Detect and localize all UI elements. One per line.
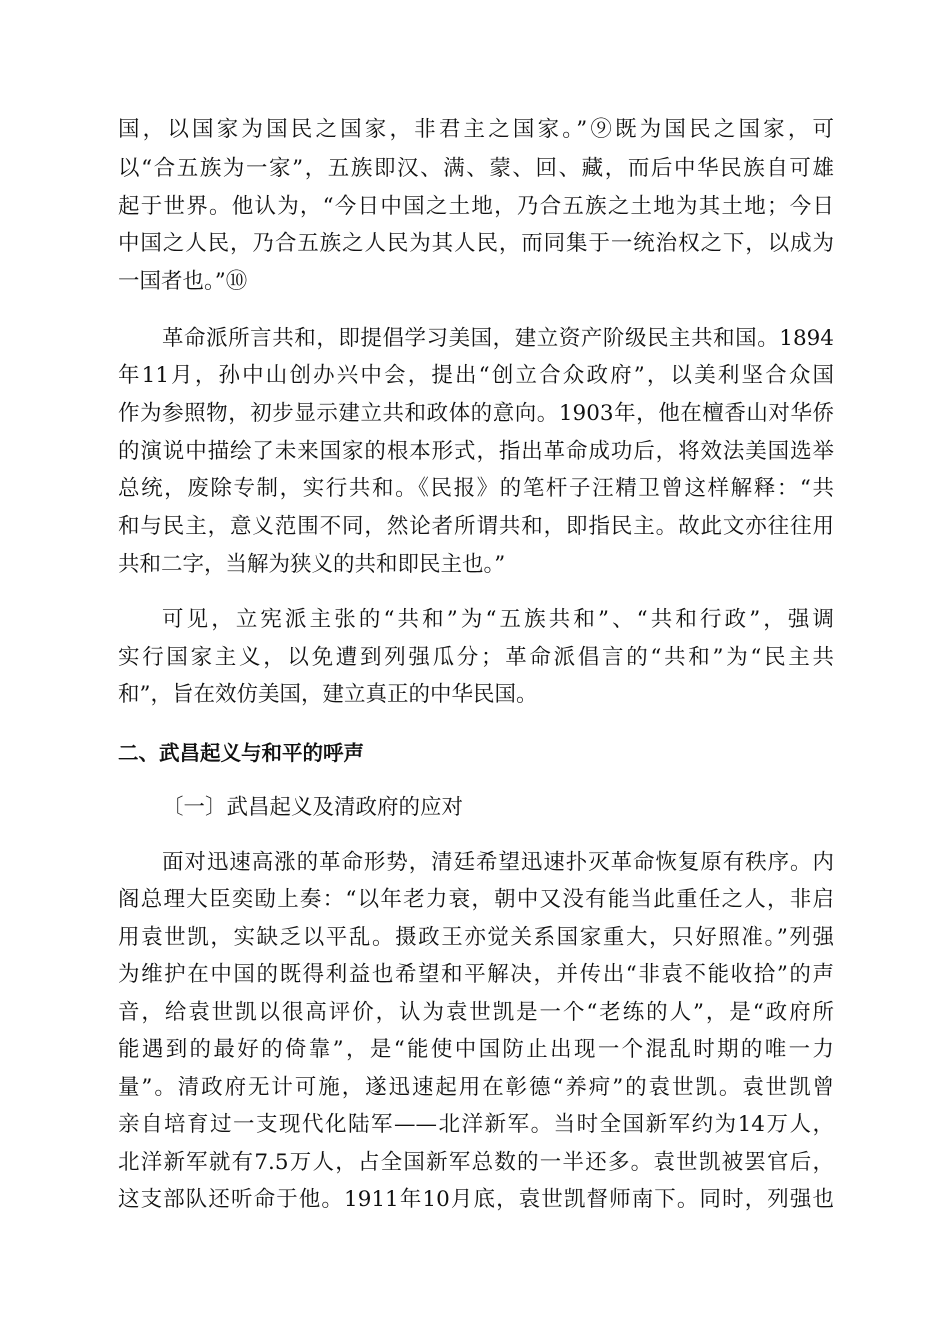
paragraph-2-line-6: 和与民主，意义范围不同，然论者所谓共和，即指民主。故此文亦往往用 (118, 514, 834, 539)
paragraph-2-line-2: 年11月，孙中山创办兴中会，提出“创立合众政府”，以美利坚合众国 (118, 363, 834, 388)
paragraph-4-line-7: 量”。清政府无计可施，遂迅速起用在彰德“养疴”的袁世凯。袁世凯曾 (118, 1075, 834, 1100)
paragraph-1-line-2: 以“合五族为一家”，五族即汉、满、蒙、回、藏，而后中华民族自可雄 (118, 156, 834, 181)
paragraph-4-line-9: 北洋新军就有7.5万人，占全国新军总数的一半还多。袁世凯被罢官后， (118, 1150, 834, 1175)
paragraph-3-line-1: 可见，立宪派主张的“共和”为“五族共和”、“共和行政”，强调 (162, 607, 834, 632)
paragraph-4-line-5: 音，给袁世凯以很高评价，认为袁世凯是一个“老练的人”，是“政府所 (118, 1000, 834, 1025)
paragraph-2-line-4: 的演说中描绘了未来国家的根本形式，指出革命成功后，将效法美国选举 (118, 439, 834, 464)
paragraph-3-line-3: 和”，旨在效仿美国，建立真正的中华民国。 (118, 682, 538, 707)
paragraph-3-line-2: 实行国家主义，以免遭到列强瓜分；革命派倡言的“共和”为“民主共 (118, 645, 834, 670)
paragraph-1-line-1: 国，以国家为国民之国家，非君主之国家。”⑨既为国民之国家，可 (118, 117, 834, 142)
paragraph-4-line-2: 阁总理大臣奕劻上奏：“以年老力衰，朝中又没有能当此重任之人，非启 (118, 887, 834, 912)
subsection-heading: 〔一〕武昌起义及清政府的应对 (162, 795, 464, 820)
section-heading: 二、武昌起义与和平的呼声 (118, 741, 364, 765)
paragraph-2-line-3: 作为参照物，初步显示建立共和政体的意向。1903年，他在檀香山对华侨 (118, 401, 834, 426)
paragraph-2-line-7: 共和二字，当解为狭义的共和即民主也。” (118, 552, 506, 577)
paragraph-4-line-8: 亲自培育过一支现代化陆军——北洋新军。当时全国新军约为14万人， (118, 1112, 834, 1137)
paragraph-4-line-3: 用袁世凯，实缺乏以平乱。摄政王亦觉关系国家重大，只好照准。”列强 (118, 925, 834, 950)
paragraph-1-line-3: 起于世界。他认为，“今日中国之土地，乃合五族之土地为其土地；今日 (118, 194, 834, 219)
paragraph-4-line-4: 为维护在中国的既得利益也希望和平解决，并传出“非袁不能收拾”的声 (118, 962, 834, 987)
paragraph-4-line-10: 这支部队还听命于他。1911年10月底，袁世凯督师南下。同时，列强也 (118, 1187, 834, 1212)
paragraph-4-line-6: 能遇到的最好的倚靠”，是“能使中国防止出现一个混乱时期的唯一力 (118, 1037, 834, 1062)
paragraph-4-line-1: 面对迅速高涨的革命形势，清廷希望迅速扑灭革命恢复原有秩序。内 (162, 850, 834, 875)
paragraph-1-line-5: 一国者也。”⑩ (118, 269, 248, 294)
paragraph-1-line-4: 中国之人民，乃合五族之人民为其人民，而同集于一统治权之下，以成为 (118, 231, 834, 256)
paragraph-2-line-5: 总统，废除专制，实行共和。《民报》的笔杆子汪精卫曾这样解释：“共 (118, 476, 834, 501)
paragraph-2-line-1: 革命派所言共和，即提倡学习美国，建立资产阶级民主共和国。1894 (162, 326, 834, 351)
